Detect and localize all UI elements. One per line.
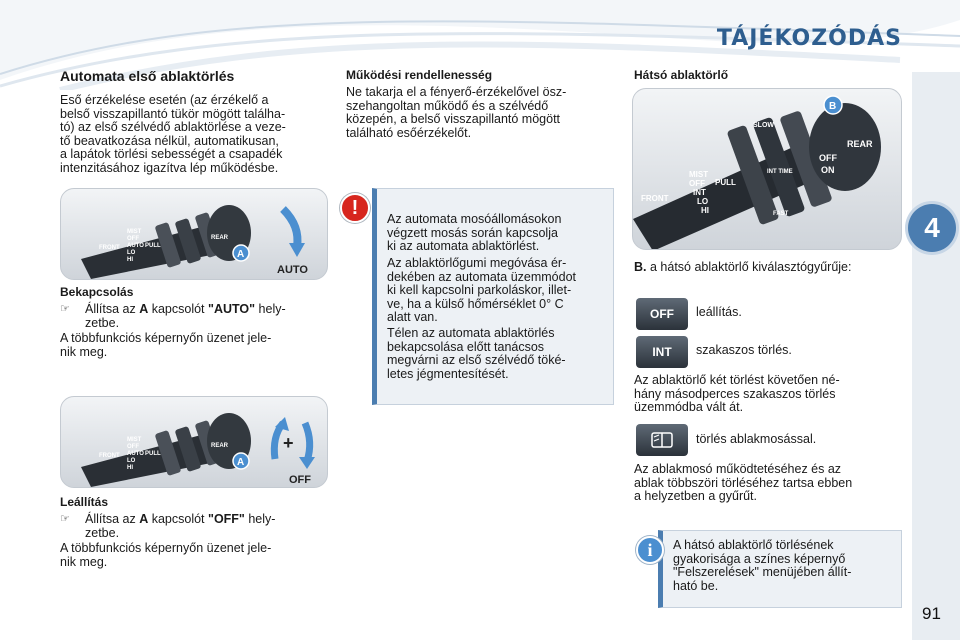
bullet-value: "OFF" [208,512,245,526]
subheading-on: Bekapcsolás [60,285,134,299]
off-position-text: leállítás. [696,305,742,319]
stalk-label: REAR [211,235,229,241]
intro-text [60,94,324,175]
bullet-on [60,303,324,331]
text-line: közepén, a belső visszapillantó mögött [346,112,561,126]
stalk-label: INT TIME [767,169,793,175]
text-line: bekapcsolása előtt tanácsos [387,339,545,354]
info-text [673,539,897,593]
note-off [60,542,324,569]
stalk-label: ON [821,165,835,175]
stalk-label: FAST [773,211,789,217]
plus-icon: + [283,433,294,453]
bullet-text: hely- [258,302,286,316]
stalk-label: HI [127,257,133,263]
text-line: Az ablaktörlőgumi megóvása ér- [387,256,567,270]
text-line: tó) az első szélvédő ablaktörlése a veze- [60,120,286,134]
bullet-text: kapcsolót [151,512,205,526]
text-line: A többfunkciós képernyőn üzenet jele- [60,331,272,345]
text-line: nik meg. [60,554,108,569]
bullet-text: hely- [248,512,276,526]
text-line: dekében az automata üzemmódot [387,269,577,284]
warning-box [372,188,614,405]
off-position-icon: OFF [636,298,688,330]
photo-badge-a: A [237,249,245,260]
bullet-value: "AUTO" [208,302,256,316]
rear-wiper-photo [632,88,902,250]
int-position-icon: INT [636,336,688,368]
text-line: Az ablaktörlő két törlést követően né- [634,373,840,387]
stalk-label: AUTO [127,243,144,249]
text-line: ve, ha a külső hőmérséklet 0° C [387,296,564,311]
stalk-label: MIST [127,437,142,443]
bullet-text: zetbe. [85,525,120,540]
stalk-label: FRONT [99,245,120,251]
text-line: Az automata mosóállomásokon [387,212,562,226]
bullet-hand-icon: ☞ [60,513,70,525]
stalk-label: OFF [127,236,139,242]
text-line: Ne takarja el a fényerő-érzékelővel ösz- [346,85,567,99]
text-line: szehangoltan működő és a szélvédő [346,98,549,113]
bullet-text: kapcsolót [151,302,205,316]
stalk-label: LO [127,458,136,464]
stalk-label: MIST [689,170,709,179]
photo-caption-auto: AUTO [277,264,308,276]
bullet-letter: A [139,512,149,526]
text-line: található esőérzékelőt. [346,125,472,140]
text-line: letes jégmentesítését. [387,366,509,381]
int-note [634,374,902,415]
info-icon: i [636,536,664,564]
stalk-label: LO [127,250,136,256]
note-on [60,332,324,359]
warning-para-3 [387,327,611,381]
warning-para-2 [387,257,611,325]
bullet-text: Állítsa az [85,302,136,316]
subheading-off: Leállítás [60,495,109,509]
stalk-label: OFF [689,179,705,188]
text-line: gyakorisága a színes képernyő [673,551,846,566]
stalk-label: OFF [127,444,139,450]
bullet-hand-icon: ☞ [60,303,70,315]
warning-icon: ! [340,193,370,223]
stalk-label: PULL [145,243,161,249]
text-line: Eső érzékelése esetén (az érzékelő a [60,93,269,107]
stalk-label: HI [127,465,133,471]
wiper-stalk-photo-off [60,396,328,488]
info-box [658,530,902,608]
stalk-label: REAR [211,443,229,449]
wash-wipe-icon [636,424,688,456]
text-line: tő beavatkozása nélkül, automatikusan, [60,133,279,148]
text-line: hány másodperces szakaszos törlés [634,386,836,401]
text-line: alatt van. [387,310,438,324]
stalk-label: MIST [127,229,142,235]
stalk-label: REAR [847,139,873,149]
text-line: a helyzetben a gyűrűt. [634,489,757,503]
stalk-label: OFF [819,153,837,163]
stalk-label: HI [701,206,709,215]
rear-wiper-title: Hátsó ablaktörlő [634,68,729,82]
section-title: Automata első ablaktörlés [60,68,235,84]
stalk-label: AUTO [127,451,144,457]
text-line: "Felszerelések" menüjében állít- [673,565,852,579]
photo-badge-b: B [829,101,837,112]
warning-para-1 [387,213,611,254]
bullet-text: zetbe. [85,315,120,330]
ring-text: a hátsó ablaktörlő kiválasztógyűrűje: [649,260,852,274]
text-line: A hátsó ablaktörlő törlésének [673,538,834,552]
stalk-label: PULL [145,451,161,457]
stalk-label: LO [697,197,709,206]
ring-description [634,261,902,275]
text-line: üzemmódba vált át. [634,400,744,414]
bullet-text: Állítsa az [85,512,136,526]
text-line: nik meg. [60,344,108,359]
bullet-letter: A [139,302,149,316]
text-line: intenzitásához igazítva lép működésbe. [60,160,279,175]
wiper-stalk-photo-auto [60,188,328,280]
stalk-label: PULL [715,178,736,187]
text-line: ható be. [673,578,719,593]
stalk-label: INT [693,188,706,197]
wash-wipe-text: törlés ablakmosással. [696,432,817,446]
chapter-tab[interactable]: 4 [908,204,956,252]
text-line: ki az automata ablaktörlést. [387,239,540,253]
chapter-band [912,72,960,640]
text-line: A többfunkciós képernyőn üzenet jele- [60,541,272,555]
text-line: ki kell kapcsolni parkoláskor, illet- [387,283,572,297]
stalk-label: FRONT [641,194,669,203]
stalk-label: SLOW [753,122,774,129]
photo-badge-a: A [237,457,245,468]
text-line: Télen az automata ablaktörlés [387,326,555,340]
page-number: 91 [922,604,941,623]
text-line: belső visszapillantó tükör mögött találha- [60,106,286,121]
page-header-title: TÁJÉKOZÓDÁS [716,26,902,51]
text-line: megvárni az első szélvédő töké- [387,353,566,367]
text-line: végzett mosás során kapcsolja [387,225,558,240]
text-line: a lapátok törlési sebességét a csapadék [60,147,283,161]
malfunction-title: Működési rendellenesség [346,68,493,82]
text-line: ablak többszöri törléséhez tartsa ebben [634,475,853,490]
malfunction-text [346,86,614,140]
stalk-label: FRONT [99,453,120,459]
ring-letter: B. [634,260,647,274]
int-position-text: szakaszos törlés. [696,343,792,357]
bullet-off [60,513,324,541]
wash-note [634,463,902,504]
photo-caption-off: OFF [289,474,311,486]
text-line: Az ablakmosó működtetéséhez és az [634,462,842,476]
